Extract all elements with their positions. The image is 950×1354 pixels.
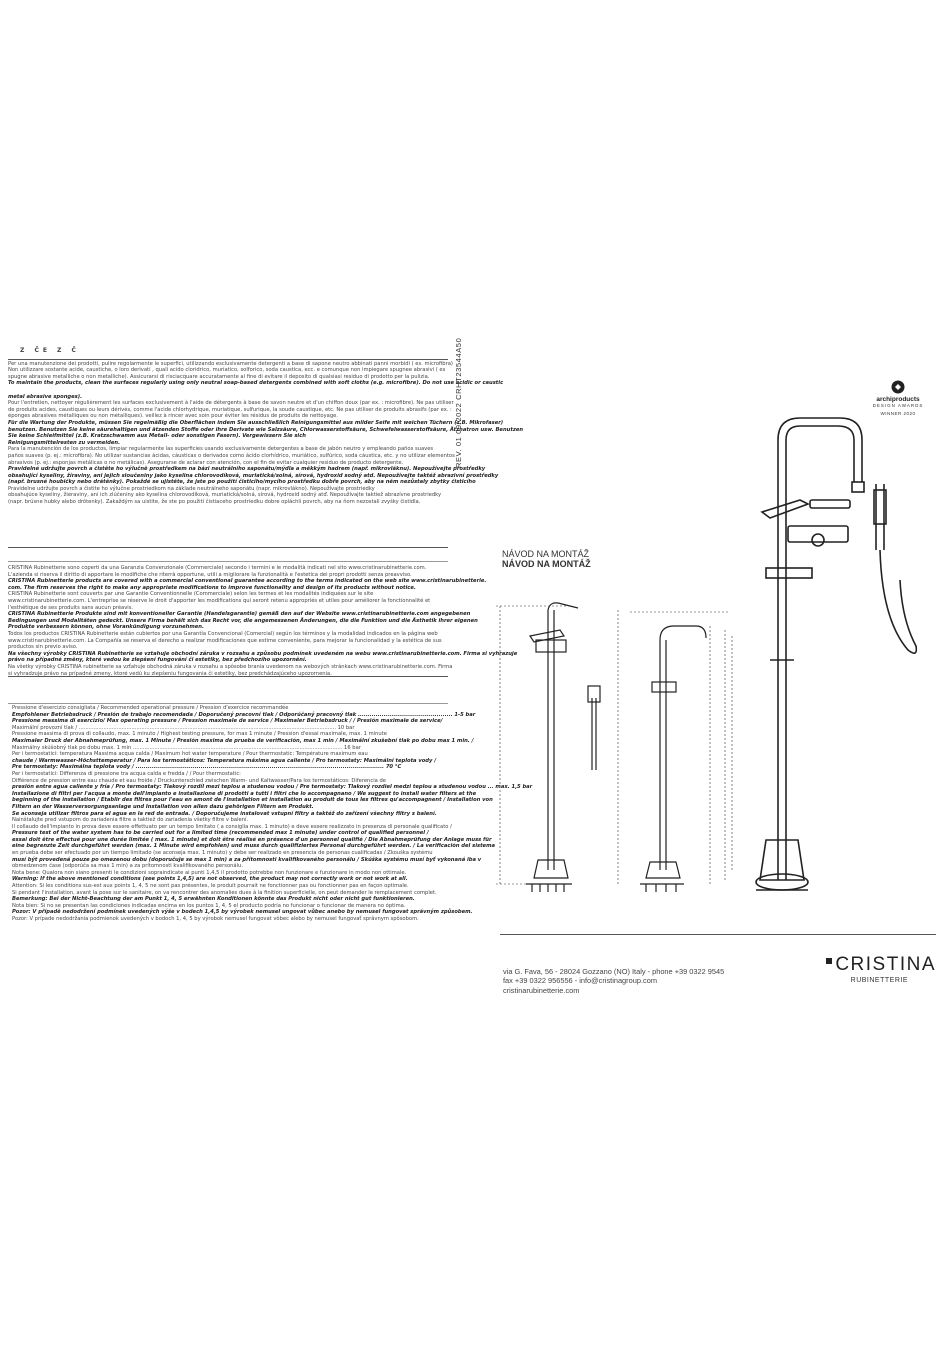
specs-line: Pre termostaty: Maximálna teplota vody / .............................................................................................................................. 70 °C (12, 764, 402, 771)
brand-sub: RUBINETTERIE (850, 977, 908, 984)
revision-code: REV. 01 09/2022 CRHT23544A50 (454, 337, 463, 468)
maintenance-line: obsahující kyseliny, žíraviny, ani jejich sloučeniny jako kyselina chlorovodíková, muriatická/solná, sírová, hydroxid sodný atd. Nepoužívejte taktéž abrazivní prostředky (8, 472, 499, 479)
warranty-text (8, 565, 518, 677)
maintenance-line: To maintain the products, clean the surfaces regularly using only neutral soap-based detergents combined with soft cloths (e.g. microfibre). Do not use acidic or caustic (8, 380, 504, 387)
footer-website[interactable]: cristinarubinetterie.com (503, 985, 580, 995)
warranty-line: Bedingungen und Modalitäten gedeckt. Unsere Firma behält sich das Recht vor, die angemessenen Änderungen, die die Funktion und die Ästhetik ihrer eigenen (8, 617, 478, 624)
specs-line: Différence de pression entre eau chaude et eau froide / Druckunterschied zwischen Warm- und Kaltwasser/Para los termostáticos: Diferencia de (12, 777, 386, 784)
warranty-line: CRISTINA Rubinetterie products are covered with a commercial conventional guarantee according to the terms indicated on the web site www.cristinarubinetterie. (8, 578, 487, 585)
specs-line: Per i termostatici: temperatura Massima acqua calda / Maximum hot water temperature / Pour thermostatic: Température maximum eau (12, 751, 368, 758)
maintenance-heading: Z ČE Z Č (20, 347, 80, 354)
maintenance-line: Reinigungsmittelresten zu vermeiden. (8, 439, 121, 446)
warranty-line: L'azienda si riserva il diritto di apportare le modifiche che riterrà opportune, utili a migliorare la funzionalità e l'estetica dei propri prodotti senza preavviso. (8, 571, 412, 578)
specs-line: musí být provedená pouze po omezenou dobu (doporučuje se max 1 min) a za přítomnosti kvalifikovaného personálu / Skúška systému musí byť vykonaná iba v (12, 856, 482, 863)
maintenance-line: Pravidelné udržujte povrch a čistěte ho výlučně prostředkem na bázi neutrálního saponátu/mýdla a měkkým hadrem (např. mikrovláknu). Nepoužívejte prostředky (8, 466, 486, 473)
footer-fax: fax +39 0322 956556 - info@cristinagroup.com (503, 976, 657, 986)
warranty-line: l'esthétique de ses produits sans aucun préavis. (8, 604, 134, 611)
specs-line: Maximaler Druck der Abnahmeprüfung, max. 1 Minute / Presión maxima de prueba de verificación, max 1 min / Maximální zkušební tlak po dobu max 1 min. / (12, 737, 474, 744)
maintenance-line: paños suaves (p. ej.: microfibra). No utilizar sustancias ácidas, cáusticas o derivados como ácido clorhídrico, muriático, sulfúrico, soda cáustica, etc. y no utilizar elementos (8, 452, 455, 459)
specs-line: Nota bene: Qualora non siano presenti le condizioni sopraindicate ai punti 1,4,5 il prodotto potrebbe non funzionare e funzionare in modo non ottimale. (12, 869, 407, 876)
brand-logo (812, 955, 936, 984)
brand-square-icon (826, 958, 832, 964)
warranty-line: Na všechny výrobky CRISTINA Rubinetterie se vztahuje obchodní záruka v rozsahu a způsobu podmínek uvedeném na webu www.cristinarubinetterie.com. Firma si vyhrazuje (8, 650, 518, 657)
specs-line: Attention: Si les conditions sus-est aux points 1, 4, 5 ne sont pas présentes, le produit pourrait ne fonctionner pas ou fonctionner pas en façon optimale. (12, 883, 409, 890)
maintenance-line: Pravidelne udržujte povrch a čistite ho výlučne prostriedkom na základe neutrálneho saponátu (napr. mikrovlákno). Nepoužívajte prostriedky (8, 485, 375, 492)
maintenance-line: Non utilizzare sostante acide, caustiche, o loro derivati , quali acido cloridrico, muriatico, solforico, soda caustica, ecc. e comunque non impiegare spugnee abrasivi ( es (8, 367, 446, 374)
maintenance-line: Per una manutenzione dei prodotti, pulire regolarmente le superfici, utilizzando esclusivamente detergenti a base di sapone neutro abbinati panni morbidi ( es. microfibra) (8, 360, 453, 367)
specs-line: chaude / Warmwasser-Höchsttemperatur / Para los termostáticos: Temperatura máxima agua caliente / Pro termostaty: Maximální teplota vody / (12, 757, 437, 764)
warranty-line: si vyhradzuje právo na prípadné zmeny, ktoré vedú ku zlepšeniu fungovania či estetiky, bez predchádzajúceho upozornenia. (8, 670, 332, 677)
warranty-section (8, 565, 518, 677)
specs-line: en prueba debe ser efectuado por un tiempo limitado (se aconseja max. 1 minuto) y debe ser realizado en presencia de personas cualificadas / Zkouška systému (12, 850, 433, 857)
specs-line: Il collaudo dell'impianto in prova deve essere effettuato per un tempo limitato ( a consiglia max. 1 minuto) e deve essere realizzato in presenza di personale qualificato / (12, 823, 452, 830)
maintenance-line: abrasivos (p. ej.: esponjas metálicas o no metálicas). Asegurarse de aclarar con atención, con el fin de evitar cualquier residuo de producto detergente. (8, 459, 404, 466)
award-year: WINNER 2020 (880, 411, 916, 416)
warranty-line: Na všetky výrobky CRISTINA rubinetterie sa vzťahuje obchodná záruka v rozsahu a spôsobe brania uvedenom na webových stránkach www.cristinarubinetterie.com. Firma (8, 663, 453, 670)
specs-line: Maximálny skúšobný tlak po dobu max. 1 min ............................................................................................................................... 16 bar (12, 744, 361, 751)
specs-line: Pozor: V případě nedodržení podmínek uvedených výše v bodech 1,4,5 by výrobek nemusel ungovat vůbec anebo by nemusel fungovat správným způsobem. (12, 909, 473, 916)
divider (8, 359, 448, 360)
divider (8, 676, 448, 677)
specs-line: Empfohlener Betriebsdruck / Presión de trabajo recomendada / Doporučený pracovní tlak / Odporúčaný pracovný tlak ................................................ 1-5 bar (12, 711, 476, 718)
product-drawings (470, 400, 940, 920)
warranty-line: www.cristinarubinetterie.com. L'entreprise se réserve le droit d'apporter les modifications qui seront retenu appropriés et utiles pour améliorer la fonctionnalité et (8, 597, 431, 604)
specs-line: Pressione massima di prova di collaudo, max. 1 minuto / Highest testing pressure, for max 1 minute / Pression d'essai maximale, max. 1 minute (12, 731, 387, 738)
award-icon (891, 380, 905, 394)
warranty-line: Produkte verbessern können, ohne Vorankündigung vorzunehmen. (8, 624, 204, 631)
maintenance-line: Pour l'entretien, nettoyer régulièrement les surfaces exclusivement à l'aide de détergents à base de savon neutre et d'un chiffon doux (par ex. : microfibre). Ne pas utiliser (8, 400, 454, 407)
specs-line: presión entre agua caliente y fría / Pro termostaty: Tlakový rozdíl mezi teplou a studenou vodou / Pre termostaty: Tlakový rozdiel medzi teplou a studenou vodou ... max. 1,5 bar (12, 784, 533, 791)
specs-line: Se aconseja utilizar filtros para el agua en la red de entrada. / Doporučujeme instalovat vstupní filtry a taktéž do zařízení všechny filtry s balení. (12, 810, 437, 817)
specs-line: Pressione d'esercizio consigliata / Recommended operational pressure / Pression d'exercice recommandée (12, 705, 289, 711)
maintenance-line: éponges abrasives métalliques ou non métalliques). veillez à rincer avec soin pour éviter les résidus de produits de nettoyage. (8, 413, 338, 420)
maintenance-line: (např. brusné houbičky nebo drátěnky). Pokaždé se ujistěte, že jste po použití čisticího/mycího prostředku dobře povrch, aby na něm nezůstaly zbytky čisticího (8, 479, 476, 486)
specs-line: obmedzenom čase (odporúča sa max 1 min) a za prítomnosti kvalifikovaného personálu. (12, 863, 243, 870)
specs-line: beginning of the installation / Etablir des filtres pour l'eau en amont de l'installation et installation au produit de tous les filtres qu'accompagnent / Installation von (12, 797, 493, 804)
award-brand: archiproducts (876, 396, 920, 403)
warranty-line: Todos los productos CRISTINA Rubinetterie están cubiertos por una Garantía Convencional (Comercial) según los términos y la modalidad indicados en la página web (8, 630, 438, 637)
divider (8, 547, 448, 548)
divider (8, 561, 448, 562)
maintenance-line: de produits acides, caustiques ou leurs dérivés, comme l'acide chlorhydrique, muriatique, sulfurique, la soude caustique, etc. Ne pas utiliser de produits abrasifs (par ex. : (8, 406, 452, 413)
maintenance-line (8, 387, 448, 394)
warranty-line: CRISTINA Rubinetterie sono coperti da una Garanzia Convenzionale (Commerciale) secondo i termini e le modalità indicati nel sito www.cristinarubinetterie.com. (8, 565, 427, 571)
specs-line: Maximální provozní tlak / ............................................................................................................................................................ 10 bar (12, 724, 355, 731)
side-view-drawing (640, 626, 706, 892)
maintenance-line: (napr. brúsne hubky alebo drôtenky). Zakaždým sa uistite, že ste po použití čistiaceho prostriedku dobre opláchli povrch, aby na ňom nezostali zvyšky čistidla. (8, 499, 421, 506)
specs-line: Nainštalujte pred vstupom do zariadenia filtre a taktiež do zariadenia všetky filtre v balení. (12, 817, 249, 824)
specs-line: Filtern an der Wasserversorgungsanlage und Installation von allen dazu gehörigen Filtern am Produkt. (12, 803, 314, 810)
footer-divider (500, 934, 936, 935)
install-title-1: NÁVOD NA MONTÁŽ (502, 549, 590, 559)
specs-text (12, 705, 533, 923)
warranty-line: www.cristinarubinetterie.com. La Compañía se reserva el derecho a realizar modificaciones que estime conveniente, para mejorar la funcionalidad y la estética de sus (8, 637, 442, 644)
brand-name: CRISTINA (835, 954, 936, 975)
specs-line: Installazione di filtri per l'acqua a monte dell'impianto e installazione di prodotti a tutti i filtri che lo accompagnano / We suggest to install water filters at the (12, 790, 477, 797)
maintenance-line: benutzen. Benutzen Sie keine säurehaltigen und ätzenden Stoffe oder ihre Derivate wie Salzsäure, Chlorwasserstoffsäure, Schwefelwasserstoffsäure, Ätznatron usw. Benutzen (8, 426, 524, 433)
maintenance-line: Para la manutención de los productos, limpiar regularmente las superficies usando exclusivamente detergentes a base de jabón neutro y empleando paños suaves (8, 446, 434, 453)
warranty-line: právo na případné změny, které vedou ke zlepšení fungování či estetiky, bez předchozího upozornění. (8, 657, 307, 664)
warranty-line: CRISTINA Rubinetterie sont couverts par une Garantie Conventionnelle (Commerciale) selon les termes et les modalités indiquées sur le site (8, 591, 374, 598)
warranty-line: com. The firm reserves the right to make any appropriate modifications to improve functionality and design of its products without notice. (8, 584, 416, 591)
specs-line: Bemerkung: Bei der Nicht-Beachtung der am Punkt 1, 4, 5 erwähnten Konditionen könnte das Produkt nicht oder nicht gut funktionieren. (12, 896, 415, 903)
maintenance-line: Sie keine Schleifmittel (z.B. Kratzschwamm aus Metall- oder sonstigen Fasern). Vergewissern Sie sich (8, 433, 306, 440)
specs-section (12, 705, 533, 923)
maintenance-line: spugne abrasive metalliche o non metalliche). Assicurarsi di risciacquare accuratamente al fine di evitare il deposito di qualsiasi residuo di prodotto per la pulizia. (8, 373, 430, 380)
warranty-line: productos sin previo aviso. (8, 644, 78, 651)
footer-contact (503, 967, 724, 995)
divider (8, 703, 448, 704)
specs-line: essai doit être effectué pour une durée limitée ( max. 1 minute) et doit être réalisé en présence d'un personnel qualifié / Die Abnahmeprüfung der Anlage muss für (12, 836, 492, 843)
install-title-2: NÁVOD NA MONTÁŽ (502, 559, 591, 569)
specs-line: Nota bien: Si no se presentan las condiciones indicadas encima en los puntos 1, 4, 5 el producto podría no funcionar o funcionar de manera no óptima. (12, 902, 406, 909)
specs-line: Pozor: V prípade nedodržania podmienok uvedených v bodoch 1, 4, 5 by výrobok nemusel fungovat vôbec alebo by nemusel fungovať správnym spôsobom. (12, 916, 419, 922)
large-faucet-drawing (756, 418, 916, 890)
dimension-lines (496, 606, 732, 884)
maintenance-line: Für die Wartung der Produkte, müssen Sie regelmäßig die Oberflächen indem Sie ausschließlich Reinigungsmittel aus milder Seife mit weichen Tüchern (z.B. Mikrofaser) (8, 419, 504, 426)
warranty-line: CRISTINA Rubinetterie Produkte sind mit konventioneller Garantie (Handelsgarantie) gemäß den auf der Website www.cristinarubinetterie.com angegebenen (8, 611, 471, 618)
footer-address: via G. Fava, 56 - 28024 Gozzano (NO) Italy - phone +39 0322 9545 (503, 967, 725, 976)
maintenance-line: metal abrasive sponges). (8, 393, 83, 400)
specs-line: Per i termostatici: Differenza di pressione tra acqua calda e fredda / / Pour thermostatic: (12, 770, 241, 777)
specs-line: Warning: If the above mentioned conditions (see points 1,4,5) are not observed, the product may not correctly work or not work at all. (12, 876, 408, 883)
specs-line: Pressione massima di esercizio/ Max operating pressure / Pression maximale de service / Maximaler Betriebsdruck / / Presión maximale de service/ (12, 718, 443, 725)
specs-line: eine begrenzte Zeit durchgeführt werden (max. 1 Minute wird empfohlen) und muss durch qualifiziertes Personal durchgeführt werden. / La verificación del sistema (12, 843, 495, 850)
maintenance-line: obsahujúce kyseliny, žieraviny, ani ich zlúčeniny ako kyselina chlorovodíková, muriatická/solná, sírová, hydroxid sodný atď. Nepoužívajte taktiež abrazívne prostriedky (8, 492, 442, 499)
specs-line: Si pendant l'installation, avant la pose sur le sanitaire, on va rencontrer des anomalies dues à la finition superficielle, on peut demander le remplacement complet. (12, 889, 437, 896)
award-title: DESIGN AWARDS (872, 403, 924, 408)
specs-line: Pressure test of the water system has to be carried out for a limited time (recommended max 1 minute) under control of qualified personnel / (12, 830, 429, 837)
front-view-drawing (526, 603, 600, 892)
